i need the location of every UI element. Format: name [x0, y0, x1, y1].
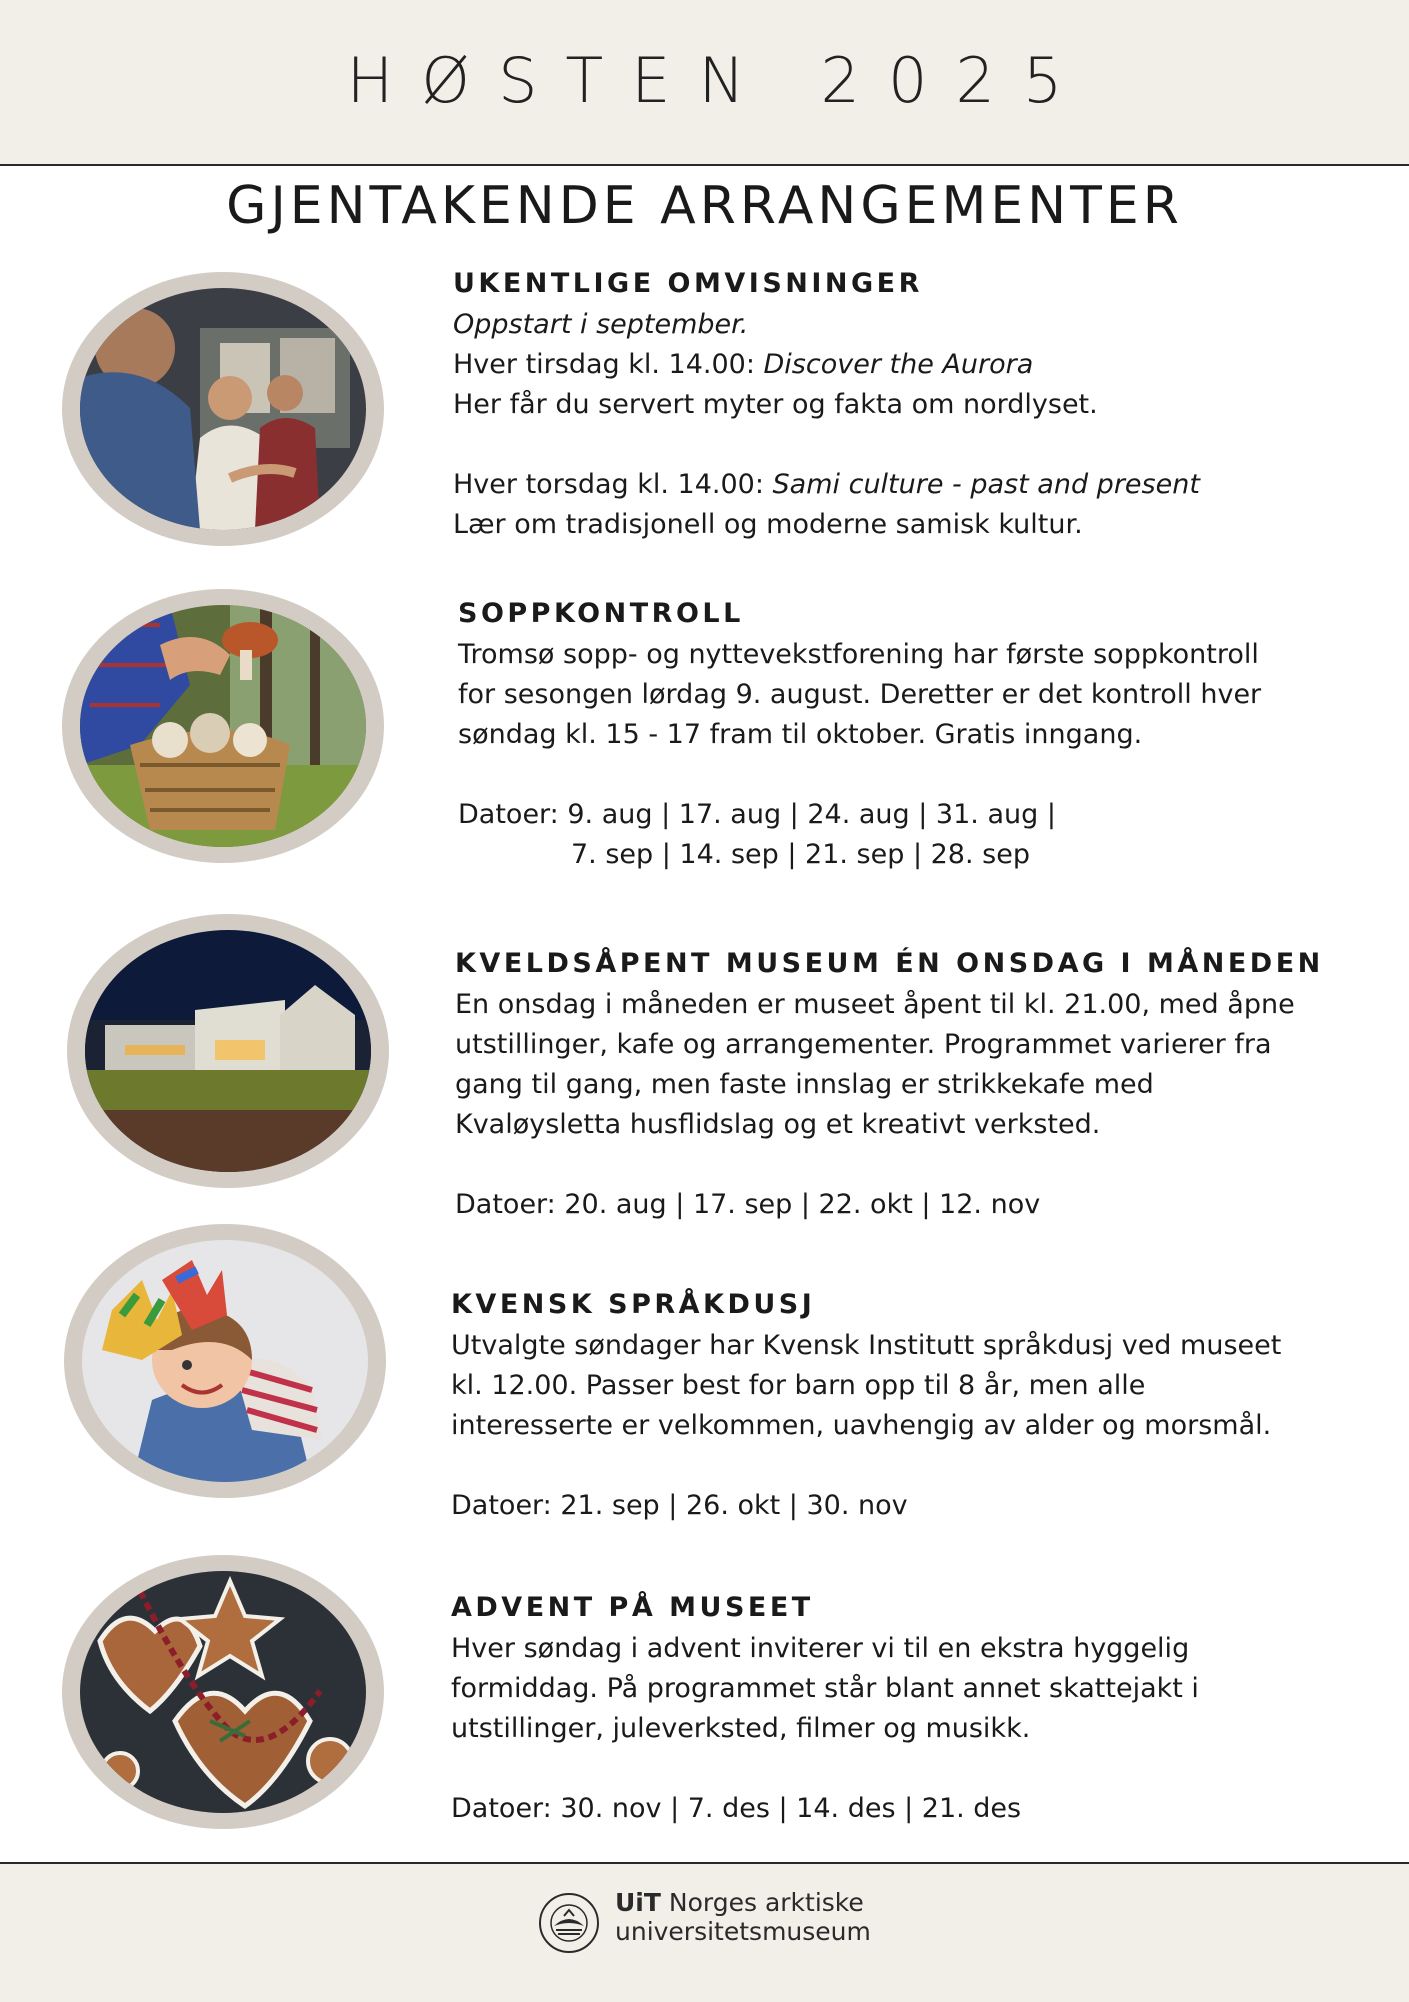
- event-desc-line: Utvalgte søndager har Kvensk Institutt språkdusj ved museet: [451, 1330, 1282, 1361]
- page-footer: [0, 1862, 1409, 2002]
- event-desc-line: Tromsø sopp- og nyttevekstforening har første soppkontroll: [458, 639, 1259, 670]
- event-photo-child: [64, 1224, 386, 1498]
- event-title: UKENTLIGE OMVISNINGER: [453, 268, 923, 299]
- event-dates: Datoer: 20. aug | 17. sep | 22. okt | 12. nov: [455, 1189, 1041, 1220]
- event-desc-line: Hver søndag i advent inviterer vi til en ekstra hyggelig: [451, 1633, 1190, 1664]
- event-photo-mushroom: [62, 589, 384, 863]
- event-title: ADVENT PÅ MUSEET: [451, 1592, 814, 1623]
- event-thursday-line: Hver torsdag kl. 14.00: Sami culture - past and present: [453, 469, 1200, 500]
- event-desc-line: formiddag. På programmet står blant annet skattejakt i: [451, 1673, 1199, 1704]
- event-desc-line: kl. 12.00. Passer best for barn opp til 8 år, men alle: [451, 1370, 1146, 1401]
- event-advent: [451, 1592, 1199, 1829]
- event-dates: Datoer: 21. sep | 26. okt | 30. nov: [451, 1490, 908, 1521]
- event-desc-line: interesserte er velkommen, uavhengig av alder og morsmål.: [451, 1410, 1272, 1441]
- event-photo-museum-night: [67, 914, 389, 1188]
- event-dates-continued: 7. sep | 14. sep | 21. sep | 28. sep: [571, 839, 1030, 870]
- event-desc-line: gang til gang, men faste innslag er strikkekafe med: [455, 1069, 1154, 1100]
- event-photo-guided-tour: [62, 272, 384, 546]
- event-start-text: Oppstart i september.: [453, 309, 749, 340]
- event-desc-line: for sesongen lørdag 9. august. Deretter er det kontroll hver: [458, 679, 1262, 710]
- event-weekly-tours: [453, 268, 1200, 545]
- event-desc-line: utstillinger, juleverksted, filmer og musikk.: [451, 1713, 1031, 1744]
- uit-logo-text: UiT Norges arktiske universitetsmuseum: [615, 1888, 871, 1946]
- event-title: SOPPKONTROLL: [458, 598, 744, 629]
- event-title: KVELDSÅPENT MUSEUM ÉN ONSDAG I MÅNEDEN: [455, 948, 1324, 979]
- event-kven-language: [451, 1289, 1281, 1526]
- event-mushroom-control: [458, 598, 1261, 875]
- event-desc-line: utstillinger, kafe og arrangementer. Programmet varierer fra: [455, 1029, 1272, 1060]
- page-header: [0, 0, 1409, 166]
- event-dates: Datoer: 9. aug | 17. aug | 24. aug | 31. aug |: [458, 799, 1056, 830]
- event-desc-line: søndag kl. 15 - 17 fram til oktober. Gratis inngang.: [458, 719, 1143, 750]
- event-thursday-desc: Lær om tradisjonell og moderne samisk kultur.: [453, 509, 1083, 540]
- event-tuesday-line: Hver tirsdag kl. 14.00: Discover the Aurora: [453, 349, 1034, 380]
- event-desc-line: En onsdag i måneden er museet åpent til kl. 21.00, med åpne: [455, 989, 1295, 1020]
- uit-seal-icon: [538, 1892, 600, 1954]
- event-title: KVENSK SPRÅKDUSJ: [451, 1289, 816, 1320]
- event-tuesday-desc: Her får du servert myter og fakta om nordlyset.: [453, 389, 1098, 420]
- event-evening-open: [455, 948, 1324, 1225]
- page-title: HØSTEN 2025: [346, 44, 1091, 117]
- event-desc-line: Kvaløysletta husflidslag og et kreativt verksted.: [455, 1109, 1101, 1140]
- section-title: GJENTAKENDE ARRANGEMENTER: [226, 176, 1183, 236]
- event-photo-gingerbread: [62, 1555, 384, 1829]
- event-dates: Datoer: 30. nov | 7. des | 14. des | 21. des: [451, 1793, 1022, 1824]
